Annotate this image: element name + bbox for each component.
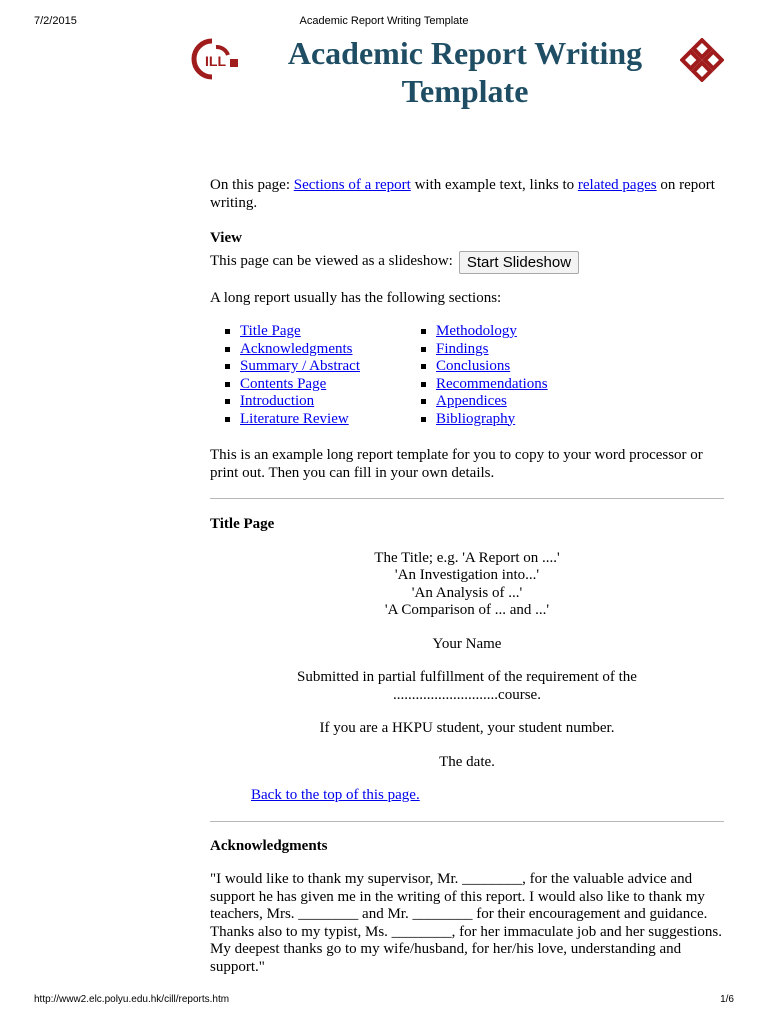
polyu-logo [680,38,724,82]
bullet-icon [225,347,230,352]
back-to-top-row [210,787,724,805]
related-pages-link[interactable]: related pages [577,177,657,193]
ill-logo-text: ILL [205,53,226,69]
print-footer [0,994,768,1008]
page-title-line2: Template [401,73,529,109]
section-link-summary[interactable]: Summary / Abstract [240,358,360,374]
list-item [240,323,436,341]
list-item [240,411,436,429]
list-item [240,358,436,376]
acknowledgments-text: "I would like to thank my supervisor, Mr. ________, for the valuable advice and support he has given me in the writing of this report. I would also like to thank my teachers, Mrs. ________ and Mr. ________ for their encouragement and guidance. Thanks also to my typist, Ms. ________, for her immaculate job and her suggestions. My deepest thanks go to my wife/husband, for her/his love, understanding and support." [210,871,723,975]
print-url: http://www2.elc.polyu.edu.hk/cill/reports.htm [34,994,230,1005]
title-line: 'An Investigation into...' [394,567,540,583]
submitted-line-1: Submitted in partial fulfillment of the requirement of the [297,669,637,685]
bullet-icon [225,329,230,334]
print-title: Academic Report Writing Template [299,15,469,27]
list-item [436,411,548,429]
section-link-title-page[interactable]: Title Page [240,323,301,339]
print-header [0,15,768,29]
list-item [436,376,548,394]
section-link-literature-review[interactable]: Literature Review [240,410,349,427]
list-item [436,341,548,359]
sections-list [210,323,724,428]
divider [210,498,724,499]
section-link-conclusions[interactable]: Conclusions [436,358,511,374]
slideshow-row [210,251,724,274]
list-item [240,376,436,394]
list-item [240,341,436,359]
list-item [436,393,548,411]
date-line: The date. [439,753,495,770]
view-heading: View [210,230,242,246]
title-page-example [210,550,724,772]
print-page-number: 1/6 [720,994,734,1005]
divider [210,821,724,822]
bullet-icon [421,347,426,352]
intro-paragraph [210,177,724,212]
section-link-findings[interactable]: Findings [436,340,489,357]
bullet-icon [421,399,426,404]
bullet-icon [225,364,230,369]
bullet-icon [421,417,426,422]
main-content [210,177,724,976]
list-item [436,323,548,341]
back-to-top-link[interactable]: Back to the top of this page. [251,787,420,803]
page-title-line1: Academic Report Writing [287,35,643,71]
section-link-acknowledgments[interactable]: Acknowledgments [240,340,353,357]
student-number-line: If you are a HKPU student, your student number. [319,720,615,736]
title-page-heading: Title Page [210,516,275,532]
sections-column-1 [210,323,436,428]
bullet-icon [225,399,230,404]
bullet-icon [421,382,426,387]
section-link-recommendations[interactable]: Recommendations [436,375,548,392]
section-link-introduction[interactable]: Introduction [240,393,315,409]
bullet-icon [225,382,230,387]
intro-middle: with example text, links to [410,177,578,193]
bullet-icon [421,329,426,334]
your-name: Your Name [432,635,502,652]
ill-logo [190,37,240,81]
bullet-icon [225,417,230,422]
start-slideshow-button[interactable]: Start Slideshow [459,251,579,274]
intro-prefix: On this page: [210,177,294,193]
intro-suffix: on report writing. [210,177,715,211]
sections-intro: A long report usually has the following sections: [210,289,502,306]
acknowledgments-heading: Acknowledgments [210,837,328,854]
slideshow-text: This page can be viewed as a slideshow: [210,253,453,270]
submitted-line-2: ............................course. [393,686,541,703]
list-item [436,358,548,376]
page-title [260,34,670,110]
section-link-appendices[interactable]: Appendices [436,393,507,409]
list-item [240,393,436,411]
section-link-bibliography[interactable]: Bibliography [436,410,516,427]
title-line: 'A Comparison of ... and ...' [384,602,550,618]
section-link-contents-page[interactable]: Contents Page [240,375,327,392]
print-date: 7/2/2015 [34,15,77,27]
sections-of-report-link[interactable]: Sections of a report [293,177,411,193]
bullet-icon [421,364,426,369]
sections-column-2 [436,323,548,428]
title-line: 'An Analysis of ...' [411,584,523,601]
example-paragraph: This is an example long report template for you to copy to your word processor or print out. Then you can fill in your own details. [210,447,703,481]
section-link-methodology[interactable]: Methodology [436,323,517,339]
title-line: The Title; e.g. 'A Report on ....' [374,549,560,566]
